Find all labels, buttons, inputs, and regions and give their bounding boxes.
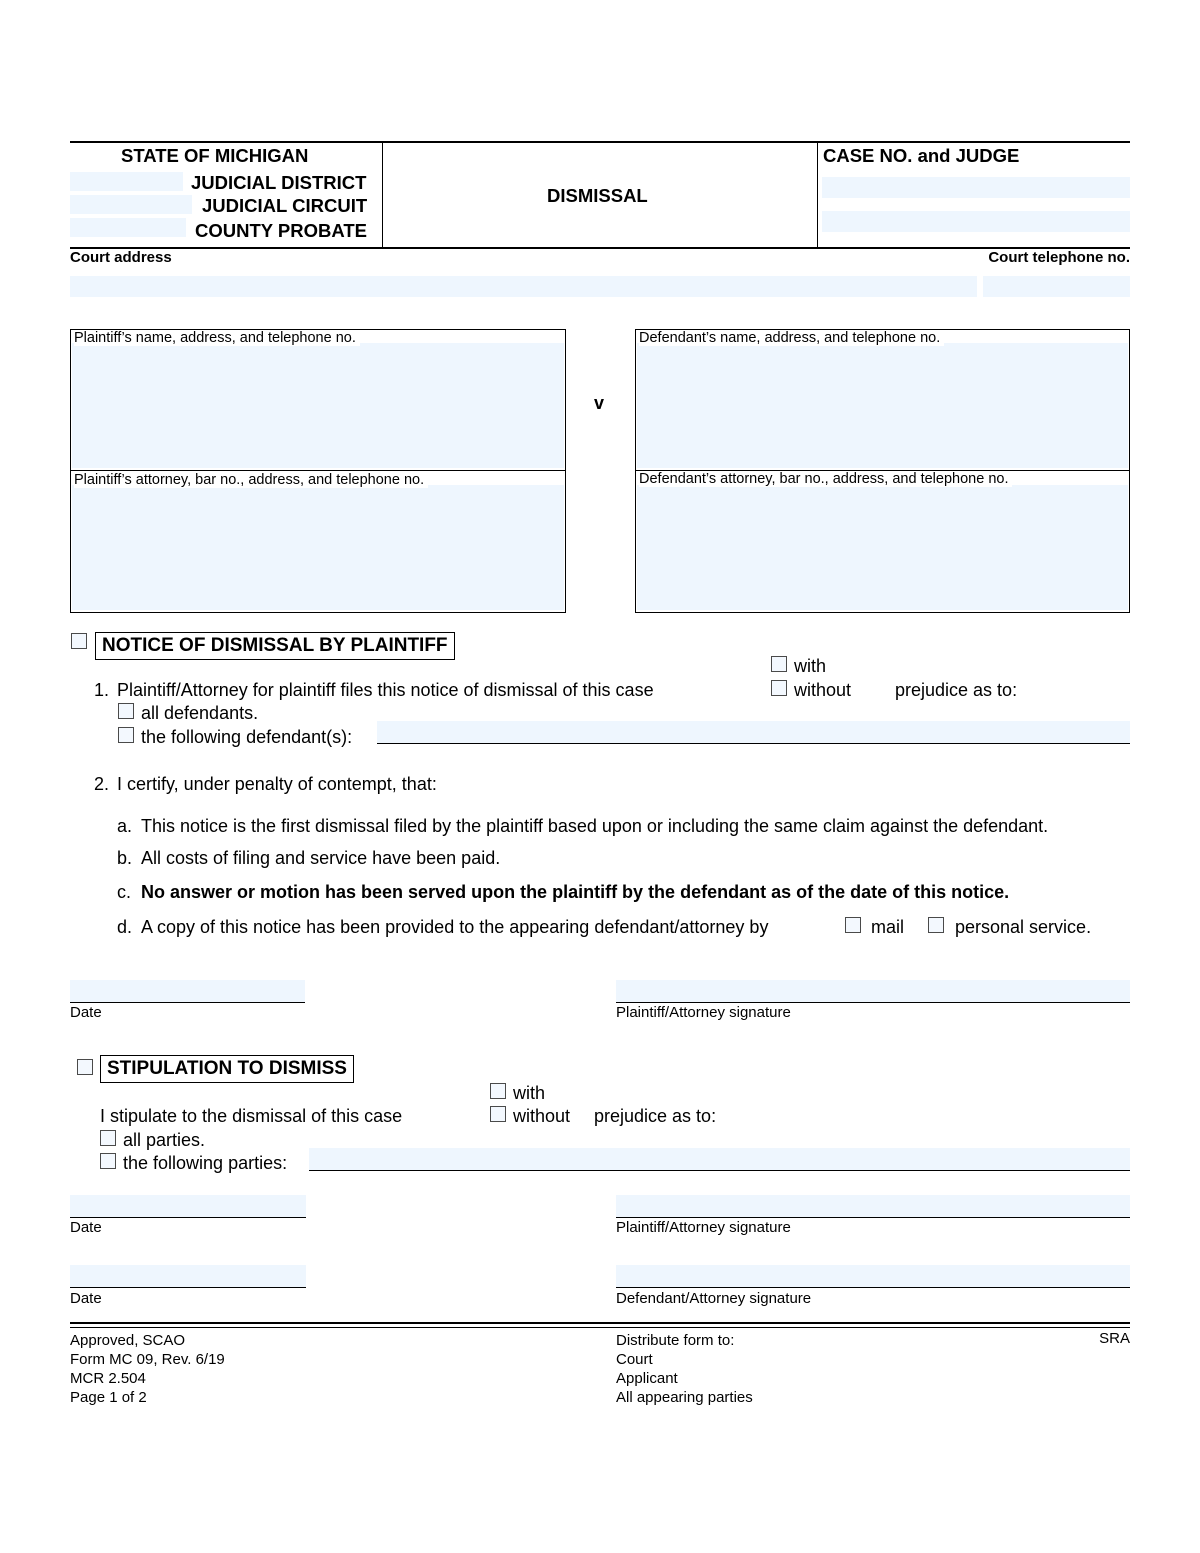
notice-signature-label: Plaintiff/Attorney signature <box>616 1004 791 1021</box>
all-defendants-checkbox[interactable] <box>118 703 134 719</box>
defendant-signature-label: Defendant/Attorney signature <box>616 1290 812 1307</box>
item-a-text: This notice is the first dismissal filed by the plaintiff based upon or including the same claim against the defendant. <box>141 816 1049 836</box>
plaintiff-attorney-field[interactable] <box>72 485 564 610</box>
footer-form-no: Form MC 09, Rev. 6/19 <box>70 1351 225 1368</box>
following-parties-checkbox[interactable] <box>100 1153 116 1169</box>
stipulation-title: STIPULATION TO DISMISS <box>100 1055 354 1083</box>
stipulation-prejudice-label: prejudice as to: <box>594 1106 717 1126</box>
item-a-letter: a. <box>117 816 133 836</box>
header-top-rule <box>70 141 1130 143</box>
item2-number: 2. <box>94 774 110 794</box>
district-number-field[interactable] <box>70 172 183 191</box>
footer-rule-thick <box>70 1322 1130 1324</box>
court-telephone-field[interactable] <box>983 276 1130 297</box>
notice-prejudice-label: prejudice as to: <box>895 680 1018 700</box>
following-defendants-field[interactable] <box>377 721 1130 744</box>
item2-text: I certify, under penalty of contempt, that: <box>117 774 437 794</box>
defendant-info-field[interactable] <box>637 343 1128 468</box>
all-parties-checkbox[interactable] <box>100 1130 116 1146</box>
header-divider-left <box>382 142 383 248</box>
notice-date-field[interactable] <box>70 980 305 1003</box>
following-defendants-checkbox[interactable] <box>118 727 134 743</box>
versus-label: v <box>594 393 605 413</box>
notice-checkbox[interactable] <box>71 633 87 649</box>
plaintiff-info-field[interactable] <box>72 343 564 468</box>
defendant-signature-field[interactable] <box>616 1265 1130 1288</box>
footer-distribute-label: Distribute form to: <box>616 1332 735 1349</box>
footer-dist-court: Court <box>616 1351 653 1368</box>
stipulation-date-field-2[interactable] <box>70 1265 306 1288</box>
footer-dist-applicant: Applicant <box>616 1370 678 1387</box>
stipulation-date-field-1[interactable] <box>70 1195 306 1218</box>
footer-rule-thin <box>70 1327 1130 1328</box>
stipulation-date-label-2: Date <box>70 1290 102 1307</box>
personal-service-label: personal service. <box>955 917 1092 937</box>
defendant-attorney-label: Defendant’s attorney, bar no., address, and telephone no. <box>639 471 1012 487</box>
stipulation-with-label: with <box>513 1083 546 1103</box>
plaintiff-label: Plaintiff’s name, address, and telephone no. <box>74 330 360 346</box>
notice-without-checkbox[interactable] <box>771 680 787 696</box>
court-telephone-label: Court telephone no. <box>988 249 1130 266</box>
mail-checkbox[interactable] <box>845 917 861 933</box>
state-title: STATE OF MICHIGAN <box>121 145 309 166</box>
item-c-letter: c. <box>117 882 132 902</box>
item-b-text: All costs of filing and service have been paid. <box>141 848 501 868</box>
notice-title: NOTICE OF DISMISSAL BY PLAINTIFF <box>95 632 455 660</box>
court-address-field[interactable] <box>70 276 977 297</box>
item1-number: 1. <box>94 680 110 700</box>
plaintiff-attorney-label: Plaintiff’s attorney, bar no., address, and telephone no. <box>74 472 428 488</box>
county-field[interactable] <box>70 218 186 237</box>
defendant-label: Defendant’s name, address, and telephone no. <box>639 330 944 346</box>
mail-label: mail <box>871 917 905 937</box>
following-parties-field[interactable] <box>309 1148 1130 1171</box>
plaintiff-box-divider <box>70 470 566 471</box>
notice-with-label: with <box>794 656 827 676</box>
header-divider-right <box>817 142 818 248</box>
stipulation-with-checkbox[interactable] <box>490 1083 506 1099</box>
case-no-label: CASE NO. and JUDGE <box>823 145 1020 166</box>
stipulation-text: I stipulate to the dismissal of this case <box>100 1106 403 1126</box>
defendant-attorney-field[interactable] <box>637 485 1128 610</box>
all-parties-label: all parties. <box>123 1130 206 1150</box>
notice-date-label: Date <box>70 1004 102 1021</box>
footer-dist-parties: All appearing parties <box>616 1389 753 1406</box>
header-bottom-rule <box>70 247 1130 249</box>
plaintiff-signature-field[interactable] <box>616 1195 1130 1218</box>
item-b-letter: b. <box>117 848 133 868</box>
following-parties-label: the following parties: <box>123 1153 288 1173</box>
item1-text: Plaintiff/Attorney for plaintiff files this notice of dismissal of this case <box>117 680 654 700</box>
item-c-text: No answer or motion has been served upon the plaintiff by the defendant as of the date of this notice. <box>141 882 1010 902</box>
county-probate-label: COUNTY PROBATE <box>195 220 367 241</box>
stipulation-checkbox[interactable] <box>77 1059 93 1075</box>
item-d-text: A copy of this notice has been provided to the appearing defendant/attorney by <box>141 917 769 937</box>
judicial-circuit-label: JUDICIAL CIRCUIT <box>202 195 368 216</box>
plaintiff-signature-label: Plaintiff/Attorney signature <box>616 1219 791 1236</box>
footer-approved: Approved, SCAO <box>70 1332 186 1349</box>
footer-code: SRA <box>1099 1330 1130 1347</box>
stipulation-without-checkbox[interactable] <box>490 1106 506 1122</box>
all-defendants-label: all defendants. <box>141 703 259 723</box>
footer-mcr: MCR 2.504 <box>70 1370 146 1387</box>
notice-signature-field[interactable] <box>616 980 1130 1003</box>
form-title: DISMISSAL <box>547 185 648 206</box>
personal-service-checkbox[interactable] <box>928 917 944 933</box>
court-address-label: Court address <box>70 249 172 266</box>
footer-page: Page 1 of 2 <box>70 1389 147 1406</box>
circuit-number-field[interactable] <box>70 195 192 214</box>
judge-field[interactable] <box>822 211 1130 232</box>
judicial-district-label: JUDICIAL DISTRICT <box>191 172 367 193</box>
notice-with-checkbox[interactable] <box>771 656 787 672</box>
stipulation-without-label: without <box>513 1106 571 1126</box>
stipulation-date-label-1: Date <box>70 1219 102 1236</box>
case-number-field[interactable] <box>822 177 1130 198</box>
notice-without-label: without <box>794 680 852 700</box>
item-d-letter: d. <box>117 917 133 937</box>
following-defendants-label: the following defendant(s): <box>141 727 353 747</box>
